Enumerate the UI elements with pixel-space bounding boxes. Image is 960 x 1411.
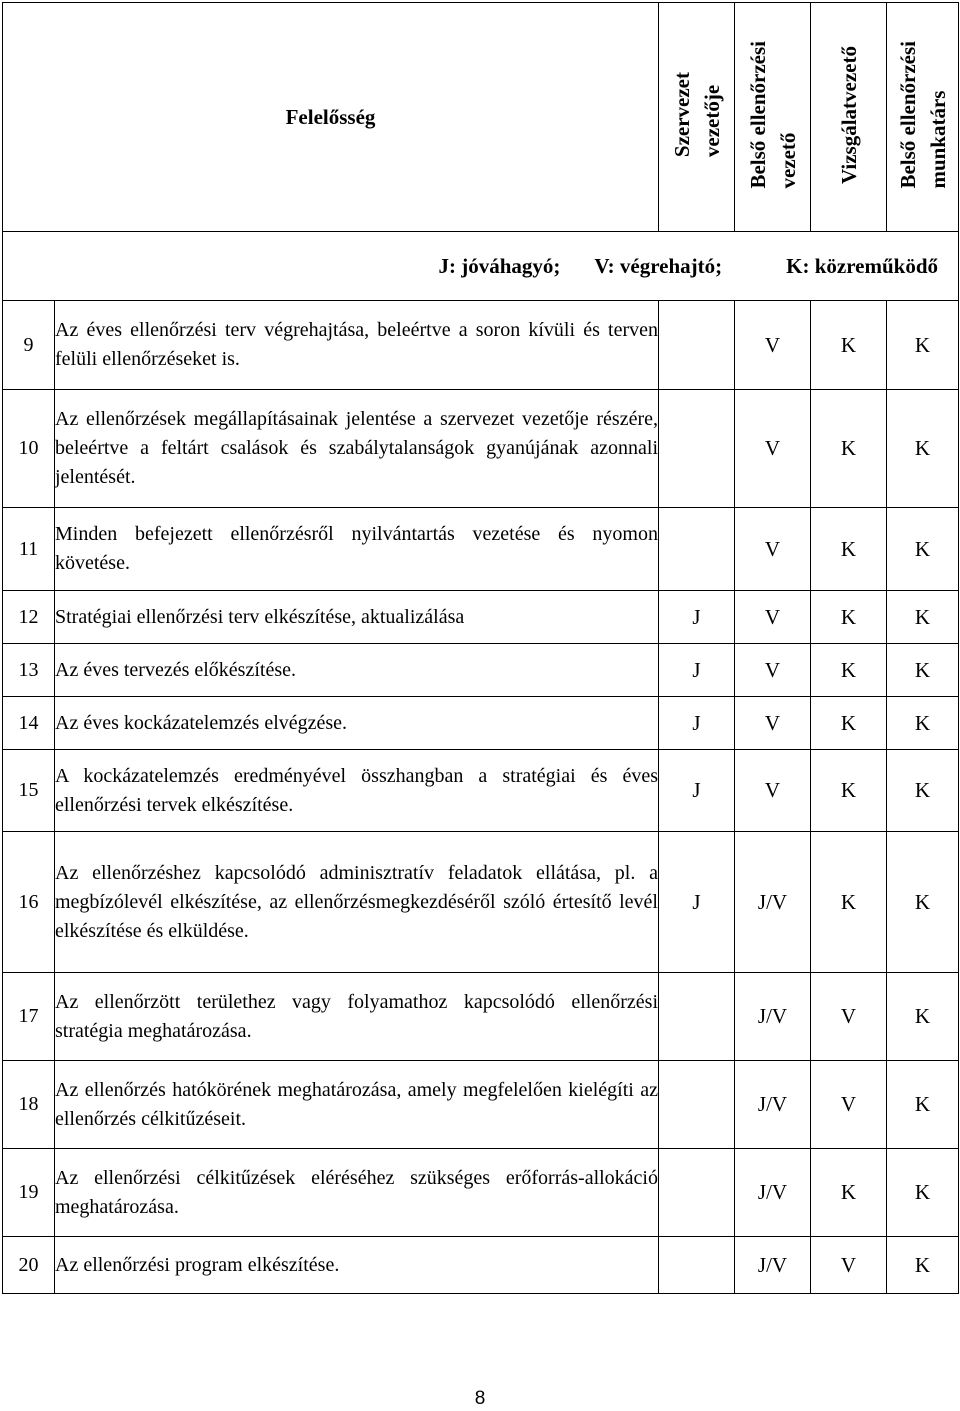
role-header-cell xyxy=(887,3,959,232)
table-row xyxy=(3,697,959,750)
table-row xyxy=(3,508,959,591)
role-header-cell xyxy=(659,3,735,232)
role-mark: K xyxy=(887,644,959,697)
legend-j: J: jóváhagyó; xyxy=(438,253,561,278)
role-mark: K xyxy=(887,973,959,1061)
table-row xyxy=(3,1237,959,1294)
role-mark: J xyxy=(659,644,735,697)
table-row xyxy=(3,1061,959,1149)
role-mark: K xyxy=(887,750,959,832)
row-number: 11 xyxy=(3,508,55,591)
role-mark: V xyxy=(735,697,811,750)
role-mark: J xyxy=(659,832,735,973)
table-row xyxy=(3,832,959,973)
role-belso-ellenorzesi-munkatars: Belső ellenőrzési munkatárs xyxy=(895,40,950,189)
role-mark: K xyxy=(811,697,887,750)
role-mark: V xyxy=(811,973,887,1061)
role-mark: K xyxy=(811,832,887,973)
role-mark: J/V xyxy=(735,832,811,973)
role-mark: K xyxy=(887,301,959,390)
header-title: Felelősség xyxy=(3,3,659,232)
table-row xyxy=(3,301,959,390)
role-mark: V xyxy=(735,301,811,390)
row-number: 16 xyxy=(3,832,55,973)
role-mark: K xyxy=(811,750,887,832)
role-mark: K xyxy=(811,508,887,591)
role-mark: K xyxy=(887,697,959,750)
table-row xyxy=(3,644,959,697)
role-mark: J/V xyxy=(735,1149,811,1237)
role-szervezet-vezetoje: Szervezet vezetője xyxy=(669,71,724,158)
role-mark: K xyxy=(887,591,959,644)
task-description: Az éves ellenőrzési terv végrehajtása, beleértve a soron kívüli és terven felüli ellenőrzéseket is. xyxy=(55,301,659,390)
row-number: 18 xyxy=(3,1061,55,1149)
row-number: 20 xyxy=(3,1237,55,1294)
role-mark: K xyxy=(887,832,959,973)
task-description: Minden befejezett ellenőrzésről nyilvántartás vezetése és nyomon követése. xyxy=(55,508,659,591)
task-description: Az ellenőrzés hatókörének meghatározása, amely megfelelően kielégíti az ellenőrzés célkitűzéseit. xyxy=(55,1061,659,1149)
role-mark: V xyxy=(735,750,811,832)
role-mark xyxy=(659,390,735,508)
responsibility-table xyxy=(2,2,959,1294)
role-mark xyxy=(659,1061,735,1149)
legend-row xyxy=(3,232,959,301)
role-mark: K xyxy=(811,301,887,390)
table-row xyxy=(3,750,959,832)
role-mark: K xyxy=(887,508,959,591)
page-number: 8 xyxy=(474,1388,486,1409)
legend-v: V: végrehajtó; xyxy=(594,253,723,278)
row-number: 19 xyxy=(3,1149,55,1237)
role-mark: K xyxy=(811,644,887,697)
task-description: Az ellenőrzési program elkészítése. xyxy=(55,1237,659,1294)
role-mark: J xyxy=(659,591,735,644)
role-mark: J/V xyxy=(735,1061,811,1149)
legend xyxy=(3,232,959,301)
task-description: Az éves tervezés előkészítése. xyxy=(55,644,659,697)
role-mark: V xyxy=(811,1061,887,1149)
role-mark: V xyxy=(735,644,811,697)
header-row xyxy=(3,3,959,232)
task-description: Az ellenőrzött területhez vagy folyamathoz kapcsolódó ellenőrzési stratégia meghatározása. xyxy=(55,973,659,1061)
legend-k: K: közreműködő xyxy=(786,253,938,278)
role-mark: V xyxy=(811,1237,887,1294)
role-mark: V xyxy=(735,390,811,508)
role-mark: K xyxy=(887,1061,959,1149)
role-mark: K xyxy=(811,591,887,644)
role-vizsgalatvezeto: Vizsgálatvezető xyxy=(836,45,861,184)
table-row xyxy=(3,591,959,644)
table-row xyxy=(3,390,959,508)
row-number: 12 xyxy=(3,591,55,644)
table-row xyxy=(3,1149,959,1237)
role-mark: K xyxy=(887,1237,959,1294)
role-mark: J/V xyxy=(735,1237,811,1294)
row-number: 10 xyxy=(3,390,55,508)
task-description: Stratégiai ellenőrzési terv elkészítése, aktualizálása xyxy=(55,591,659,644)
row-number: 9 xyxy=(3,301,55,390)
role-mark: K xyxy=(887,1149,959,1237)
row-number: 14 xyxy=(3,697,55,750)
task-description: Az ellenőrzési célkitűzések eléréséhez szükséges erőforrás-allokáció meghatározása. xyxy=(55,1149,659,1237)
role-mark xyxy=(659,301,735,390)
row-number: 15 xyxy=(3,750,55,832)
role-mark: J xyxy=(659,750,735,832)
role-mark: V xyxy=(735,508,811,591)
task-description: Az ellenőrzések megállapításainak jelentése a szervezet vezetője részére, beleértve a feltárt csalások és szabálytalanságok gyanújának azonnali jelentését. xyxy=(55,390,659,508)
role-mark: K xyxy=(887,390,959,508)
task-description: Az ellenőrzéshez kapcsolódó adminisztratív feladatok ellátása, pl. a megbízólevél elkészítése, az ellenőrzésmegkezdéséről szóló értesítő levél elkészítése és elküldése. xyxy=(55,832,659,973)
row-number: 17 xyxy=(3,973,55,1061)
role-belso-ellenorzesi-vezeto: Belső ellenőrzési vezető xyxy=(745,40,800,189)
row-number: 13 xyxy=(3,644,55,697)
role-mark: K xyxy=(811,390,887,508)
role-mark xyxy=(659,1149,735,1237)
role-mark xyxy=(659,1237,735,1294)
role-mark: K xyxy=(811,1149,887,1237)
table-row xyxy=(3,973,959,1061)
role-header-cell xyxy=(811,3,887,232)
task-description: A kockázatelemzés eredményével összhangban a stratégiai és éves ellenőrzési tervek elkészítése. xyxy=(55,750,659,832)
role-mark: J xyxy=(659,697,735,750)
role-mark xyxy=(659,973,735,1061)
role-mark: V xyxy=(735,591,811,644)
task-description: Az éves kockázatelemzés elvégzése. xyxy=(55,697,659,750)
role-mark xyxy=(659,508,735,591)
role-mark: J/V xyxy=(735,973,811,1061)
role-header-cell xyxy=(735,3,811,232)
